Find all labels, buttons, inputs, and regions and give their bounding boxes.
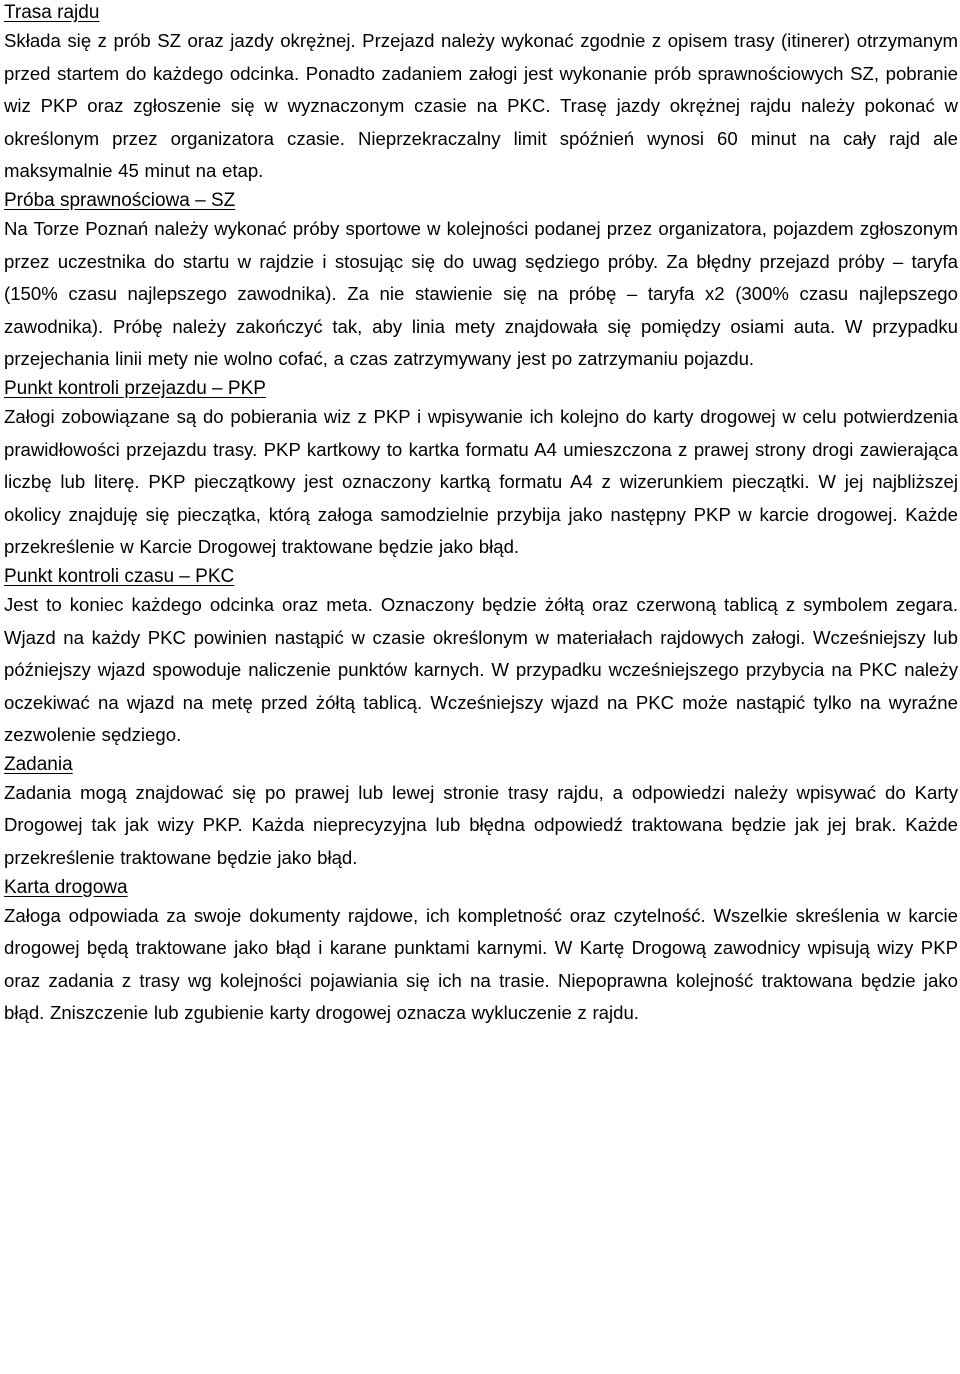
- section-paragraph: Jest to koniec każdego odcinka oraz meta. Oznaczony będzie żółtą oraz czerwoną tablicą z symbolem zegara. Wjazd na każdy PKC powinien nastąpić w czasie określonym w materiałach rajdowych załogi. Wcześniejszy lub późniejszy wjazd spowoduje naliczenie punktów karnych. W przypadku wcześniejszego przybycia na PKC należy oczekiwać na wjazd na metę przed żółtą tablicą. Wcześniejszy wjazd na PKC może nastąpić tylko na wyraźne zezwolenie sędziego.: [4, 593, 958, 746]
- section-paragraph: Zadania mogą znajdować się po prawej lub lewej stronie trasy rajdu, a odpowiedzi należy wpisywać do Karty Drogowej tak jak wizy PKP. Każda nieprecyzyjna lub błędna odpowiedź traktowana będzie jak jej brak. Każde przekreślenie traktowane będzie jako błąd.: [4, 781, 958, 869]
- section-paragraph: Załogi zobowiązane są do pobierania wiz z PKP i wpisywanie ich kolejno do karty drogowej w celu potwierdzenia prawidłowości przejazdu trasy. PKP kartkowy to kartka formatu A4 umieszczona z prawej strony drogi zawierająca liczbę lub literę. PKP pieczątkowy jest oznaczony kartką formatu A4 z wizerunkiem pieczątki. W jej najbliższej okolicy znajduję się pieczątka, którą załoga samodzielnie przybija jako następny PKP w karcie drogowej. Każde przekreślenie w Karcie Drogowej traktowane będzie jako błąd.: [4, 405, 958, 558]
- document-page: [4, 0, 958, 1030]
- section-punkt-kontroli-przejazdu: [4, 376, 958, 564]
- section-punkt-kontroli-czasu: [4, 564, 958, 752]
- section-trasa-rajdu: [4, 0, 958, 188]
- section-paragraph: Załoga odpowiada za swoje dokumenty rajdowe, ich kompletność oraz czytelność. Wszelkie skreślenia w karcie drogowej będą traktowane jako błąd i karane punktami karnymi. W Kartę Drogową zawodnicy wpisują wizy PKP oraz zadania z trasy wg kolejności pojawiania się ich na trasie. Niepoprawna kolejność traktowana będzie jako błąd. Zniszczenie lub zgubienie karty drogowej oznacza wykluczenie z rajdu.: [4, 904, 958, 1024]
- section-heading: Zadania: [4, 753, 73, 775]
- section-heading: Trasa rajdu: [4, 2, 100, 23]
- section-heading: Próba sprawnościowa – SZ: [4, 189, 236, 211]
- section-paragraph: Na Torze Poznań należy wykonać próby sportowe w kolejności podanej przez organizatora, pojazdem zgłoszonym przez uczestnika do startu w rajdzie i stosując się do uwag sędziego próby. Za błędny przejazd próby – taryfa (150% czasu najlepszego zawodnika). Za nie stawienie się na próbę – taryfa x2 (300% czasu najlepszego zawodnika). Próbę należy zakończyć tak, aby linia mety znajdowała się pomiędzy osiami auta. W przypadku przejechania linii mety nie wolno cofać, a czas zatrzymywany jest po zatrzymaniu pojazdu.: [4, 217, 958, 370]
- section-paragraph: Składa się z prób SZ oraz jazdy okrężnej. Przejazd należy wykonać zgodnie z opisem trasy (itinerer) otrzymanym przed startem do każdego odcinka. Ponadto zadaniem załogi jest wykonanie prób sprawnościowych SZ, pobranie wiz PKP oraz zgłoszenie się w wyznaczonym czasie na PKC. Trasę jazdy okrężnej rajdu należy pokonać w określonym przez organizatora czasie. Nieprzekraczalny limit spóźnień wynosi 60 minut na cały rajd ale maksymalnie 45 minut na etap.: [4, 30, 958, 182]
- section-karta-drogowa: [4, 875, 958, 1030]
- section-heading: Karta drogowa: [4, 876, 128, 898]
- section-proba-sprawnosciowa: [4, 188, 958, 376]
- section-zadania: [4, 752, 958, 875]
- section-heading: Punkt kontroli czasu – PKC: [4, 565, 235, 587]
- section-heading: Punkt kontroli przejazdu – PKP: [4, 377, 266, 399]
